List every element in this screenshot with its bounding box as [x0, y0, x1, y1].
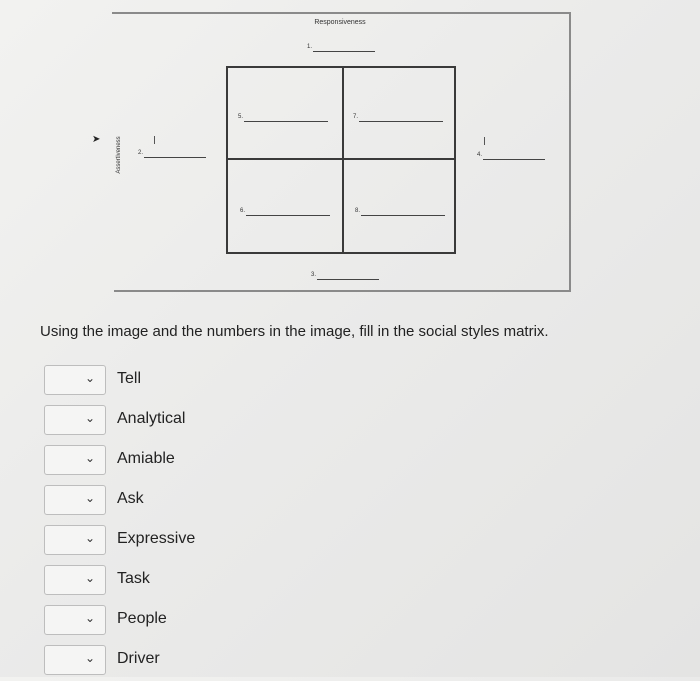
amiable-select[interactable] — [44, 445, 106, 475]
option-label: Amiable — [117, 450, 175, 467]
option-label: People — [117, 610, 167, 627]
blank-5: 5. — [238, 114, 243, 120]
expressive-select[interactable] — [44, 525, 106, 555]
question-prompt: Using the image and the numbers in the image, fill in the social styles matrix. — [40, 323, 549, 340]
blank-6: 6. — [240, 208, 245, 214]
chevron-down-icon: ⌄ — [84, 651, 95, 665]
ask-select[interactable] — [44, 485, 106, 515]
blank-3: 3. — [311, 272, 316, 278]
option-row-people — [44, 605, 344, 641]
option-label: Expressive — [117, 530, 196, 547]
blank-1: 1. — [307, 44, 312, 50]
blank-8: 8. — [355, 208, 360, 214]
tick-mark — [154, 136, 155, 144]
chevron-down-icon: ⌄ — [84, 611, 95, 625]
option-label: Task — [117, 570, 150, 587]
tick-mark — [484, 137, 485, 145]
option-label: Driver — [117, 650, 160, 667]
option-label: Tell — [117, 370, 142, 387]
option-label: Ask — [117, 490, 144, 507]
blank-4: 4. — [477, 152, 482, 158]
figure-frame-top — [112, 12, 570, 14]
option-row-task — [44, 565, 344, 601]
people-select[interactable] — [44, 605, 106, 635]
analytical-select[interactable] — [44, 405, 106, 435]
driver-select[interactable] — [44, 645, 106, 675]
tell-select[interactable] — [44, 365, 106, 395]
chevron-down-icon: ⌄ — [84, 451, 95, 465]
option-row-driver — [44, 645, 344, 681]
blank-2: 2. — [138, 150, 143, 156]
grid-divider-vertical — [342, 68, 344, 252]
chevron-down-icon: ⌄ — [84, 491, 95, 505]
social-styles-figure — [0, 0, 700, 300]
chevron-down-icon: ⌄ — [84, 371, 95, 385]
option-row-analytical — [44, 405, 344, 441]
figure-frame-right — [569, 12, 571, 292]
assertiveness-label: Assertiveness — [116, 136, 122, 174]
task-select[interactable] — [44, 565, 106, 595]
chevron-down-icon: ⌄ — [84, 411, 95, 425]
chevron-down-icon: ⌄ — [84, 571, 95, 585]
option-row-amiable — [44, 445, 344, 481]
responsiveness-label: Responsiveness — [314, 19, 366, 26]
matrix-grid — [226, 66, 456, 254]
option-label: Analytical — [117, 410, 186, 427]
blank-7: 7. — [353, 114, 358, 120]
arrow-up-icon: ➤ — [92, 134, 101, 145]
option-row-tell — [44, 365, 344, 401]
option-row-expressive — [44, 525, 344, 561]
chevron-down-icon: ⌄ — [84, 531, 95, 545]
figure-frame-bottom — [114, 290, 571, 292]
option-row-ask — [44, 485, 344, 521]
grid-divider-horizontal — [228, 158, 454, 160]
